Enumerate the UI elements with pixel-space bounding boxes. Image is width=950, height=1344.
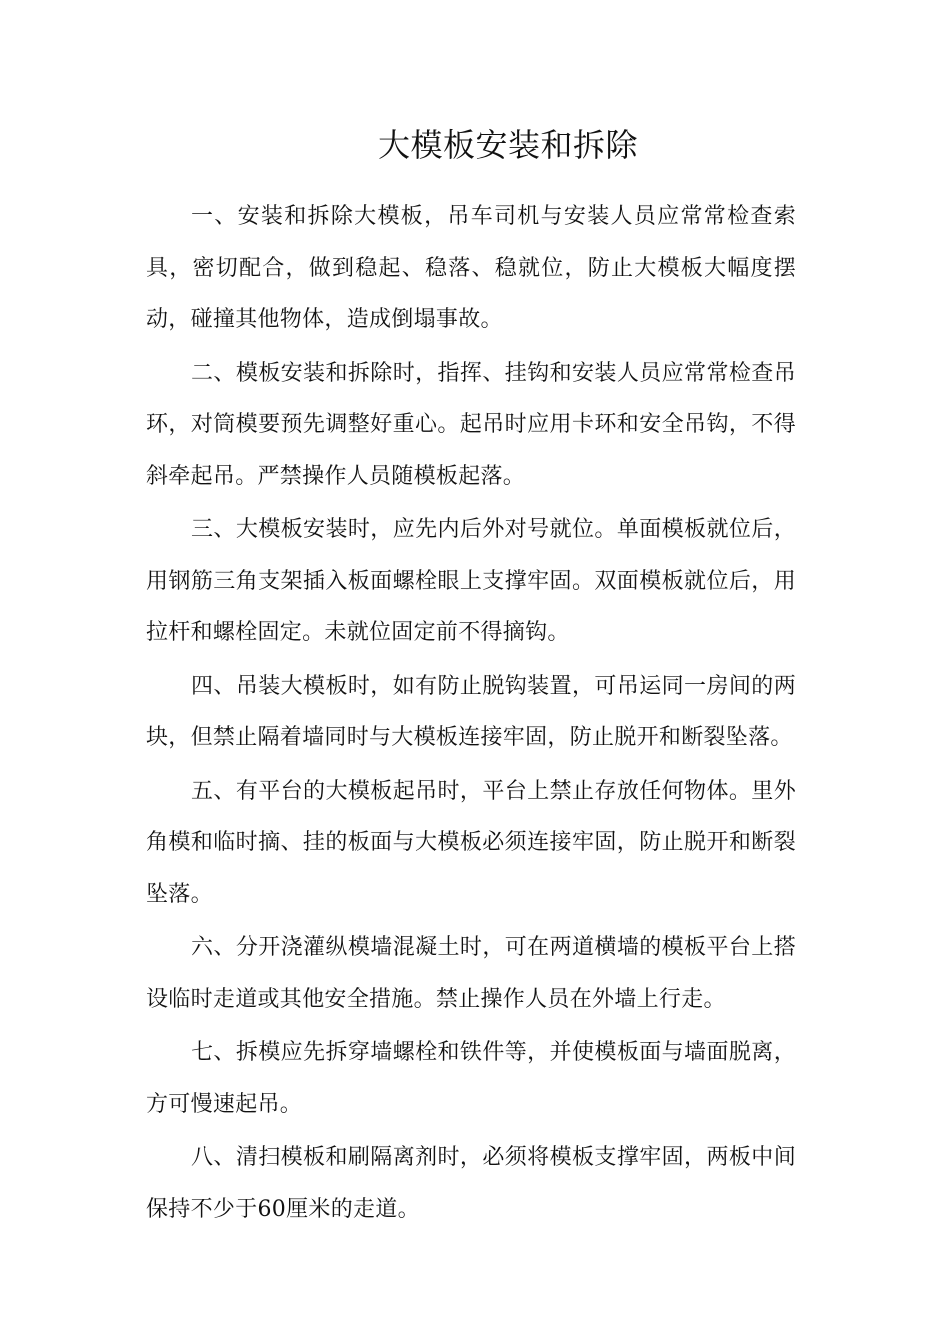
paragraph-7: 七、拆模应先拆穿墙螺栓和铁件等，并使模板面与墙面脱离，方可慢速起吊。 xyxy=(146,1040,796,1117)
paragraph-8: 八、清扫模板和刷隔离剂时，必须将模板支撑牢固，两板中间保持不少于60厘米的走道。 xyxy=(146,1145,796,1222)
paragraph-5: 五、有平台的大模板起吊时，平台上禁止存放任何物体。里外角模和临时摘、挂的板面与大模板必须连接牢固，防止脱开和断裂坠落。 xyxy=(146,778,796,907)
document-body xyxy=(146,191,796,1237)
paragraph-4: 四、吊装大模板时，如有防止脱钩装置，可吊运同一房间的两块，但禁止隔着墙同时与大模板连接牢固，防止脱开和断裂坠落。 xyxy=(146,673,796,750)
paragraph-1: 一、安装和拆除大模板，吊车司机与安装人员应常常检查索具，密切配合，做到稳起、稳落、稳就位，防止大模板大幅度摆动，碰撞其他物体，造成倒塌事故。 xyxy=(146,204,796,332)
paragraph-6: 六、分开浇灌纵模墙混凝土时，可在两道横墙的模板平台上搭设临时走道或其他安全措施。禁止操作人员在外墙上行走。 xyxy=(146,935,796,1012)
document-title: 大模板安装和拆除 xyxy=(377,126,638,164)
paragraph-2: 二、模板安装和拆除时，指挥、挂钩和安装人员应常常检查吊环，对筒模要预先调整好重心。起吊时应用卡环和安全吊钩，不得斜牵起吊。严禁操作人员随模板起落。 xyxy=(146,360,796,489)
paragraph-3: 三、大模板安装时，应先内后外对号就位。单面模板就位后，用钢筋三角支架插入板面螺栓眼上支撑牢固。双面模板就位后，用拉杆和螺栓固定。未就位固定前不得摘钩。 xyxy=(146,517,796,645)
